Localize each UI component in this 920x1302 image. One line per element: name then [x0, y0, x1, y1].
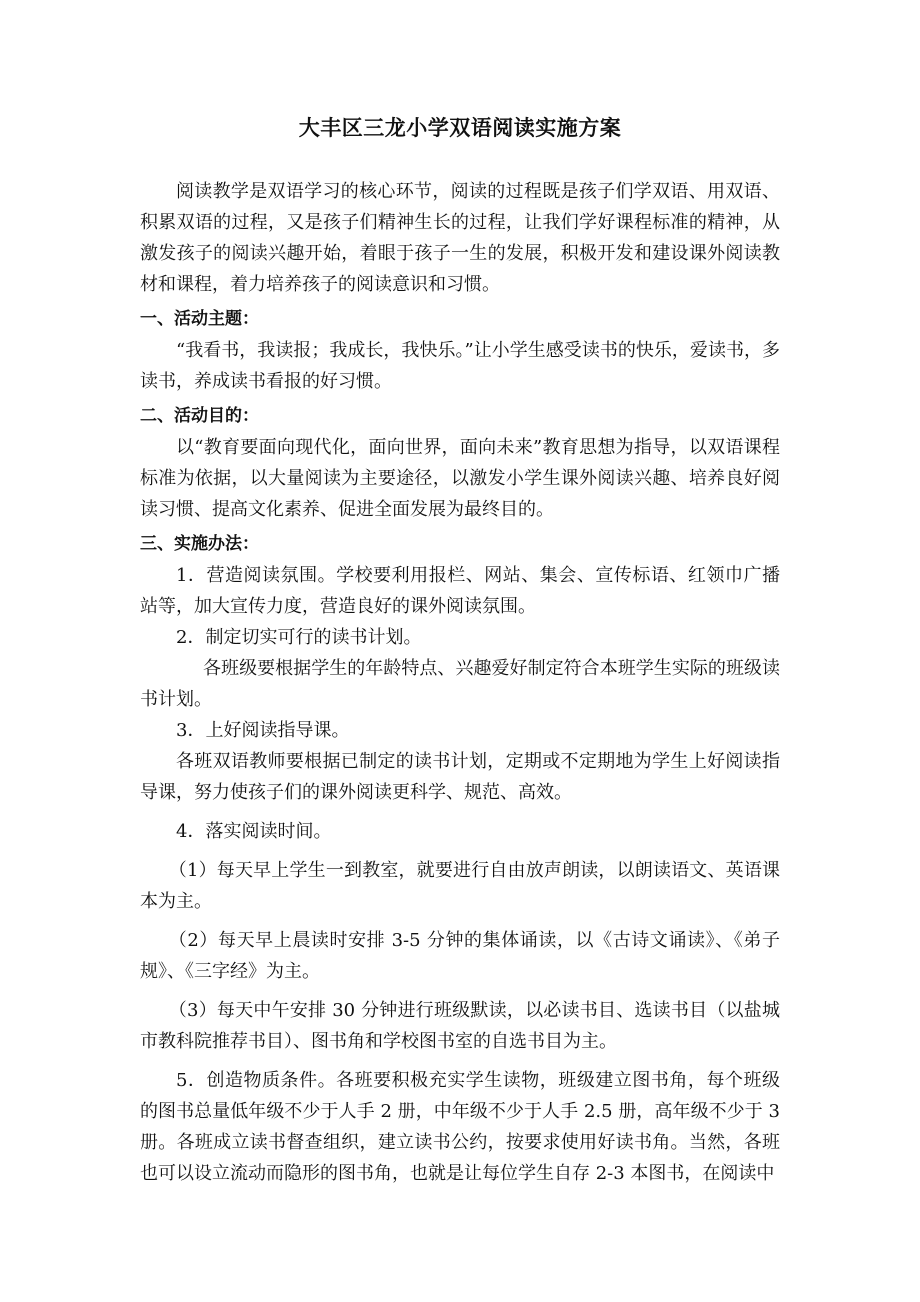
- document-body: [140, 176, 780, 1189]
- method-item-4: 4．落实阅读时间。: [176, 821, 332, 842]
- section-text-purpose: 以“教育要面向现代化，面向世界，面向未来”教育思想为指导，以双语课程标准为依据，以大量阅读为主要途径，以激发小学生课外阅读兴趣、培养良好阅读习惯、提高文化素养、促进全面发展为最终目的。: [140, 437, 780, 520]
- section-text-theme: “我看书，我读报；我成长，我快乐。”让小学生感受读书的快乐，爱读书，多读书，养成读书看报的好习惯。: [140, 340, 780, 392]
- section-heading-purpose: 二、活动目的：: [140, 406, 259, 426]
- method-item-2: 2．制定切实可行的读书计划。: [176, 627, 422, 648]
- method-item-3-text: 各班双语教师要根据已制定的读书计划，定期或不定期地为学生上好阅读指导课，努力使孩子们的课外阅读更科学、规范、高效。: [140, 751, 780, 803]
- section-heading-methods: 三、实施办法：: [140, 534, 259, 554]
- method-item-4-sub-3: （3）每天中午安排 30 分钟进行班级默读，以必读书目、选读书目（以盐城市教科院推荐书目）、图书角和学校图书室的自选书目为主。: [140, 1000, 780, 1052]
- method-item-1: 1．营造阅读氛围。学校要利用报栏、网站、集会、宣传标语、红领巾广播站等，加大宣传力度，营造良好的课外阅读氛围。: [140, 565, 780, 617]
- method-item-4-sub-2: （2）每天早上晨读时安排 3-5 分钟的集体诵读，以《古诗文诵读》、《弟子规》、《三字经》为主。: [140, 930, 780, 982]
- intro-paragraph: 阅读教学是双语学习的核心环节，阅读的过程既是孩子们学双语、用双语、积累双语的过程，又是孩子们精神生长的过程，让我们学好课程标准的精神，从激发孩子的阅读兴趣开始，着眼于孩子一生的发展，积极开发和建设课外阅读教材和课程，着力培养孩子的阅读意识和习惯。: [140, 181, 780, 295]
- method-item-4-sub-1: （1）每天早上学生一到教室，就要进行自由放声朗读，以朗读语文、英语课本为主。: [140, 860, 780, 912]
- method-item-3: 3．上好阅读指导课。: [176, 720, 350, 741]
- method-item-5: 5．创造物质条件。各班要积极充实学生读物，班级建立图书角，每个班级的图书总量低年级不少于人手 2 册，中年级不少于人手 2.5 册，高年级不少于 3 册。各班成立读书督查组织，建立读书公约，按要求使用好读书角。当然，各班也可以设立流动而隐形的图书角，也就是让每位学生自存 2-3 本图书，在阅读中: [140, 1070, 780, 1184]
- document-title: 大丰区三龙小学双语阅读实施方案: [298, 115, 622, 140]
- method-item-2-text: 各班级要根据学生的年龄特点、兴趣爱好制定符合本班学生实际的班级读书计划。: [140, 658, 780, 710]
- section-heading-theme: 一、活动主题：: [140, 309, 259, 329]
